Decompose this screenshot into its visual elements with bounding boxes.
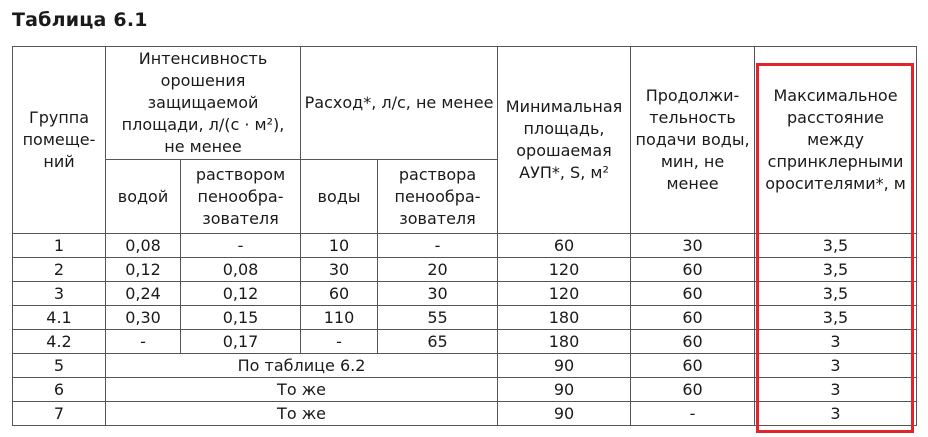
sprinkler-parameters-table (12, 46, 917, 426)
cell-foam-flow: 30 (378, 282, 498, 306)
cell-water-flow: 110 (301, 306, 378, 330)
cell-duration: 30 (631, 234, 755, 258)
cell-foam-flow: 55 (378, 306, 498, 330)
header-duration: Продолжи-тельность подачи воды, мин, не менее (631, 47, 755, 234)
cell-min-area: 60 (498, 234, 631, 258)
cell-group: 4.1 (13, 306, 106, 330)
cell-water-flow: 60 (301, 282, 378, 306)
header-max-distance: Максимальное расстояние между спринклерными оросителями*, м (755, 47, 917, 234)
cell-foam-intensity: 0,15 (181, 306, 301, 330)
cell-duration: - (631, 402, 755, 426)
table-row (13, 306, 917, 330)
cell-min-area: 120 (498, 282, 631, 306)
cell-foam-flow: 20 (378, 258, 498, 282)
table-row (13, 330, 917, 354)
subheader-foam-flow: раствора пенообра-зователя (378, 160, 498, 234)
cell-water-intensity: 0,24 (106, 282, 181, 306)
cell-duration: 60 (631, 330, 755, 354)
header-min-area: Минимальная площадь, орошаемая АУП*, S, м² (498, 47, 631, 234)
cell-duration: 60 (631, 378, 755, 402)
cell-min-area: 120 (498, 258, 631, 282)
header-flow: Расход*, л/с, не менее (301, 47, 498, 160)
cell-min-area: 90 (498, 354, 631, 378)
cell-group: 4.2 (13, 330, 106, 354)
cell-foam-intensity: 0,12 (181, 282, 301, 306)
cell-duration: 60 (631, 282, 755, 306)
table-row (13, 234, 917, 258)
cell-max-distance: 3,5 (755, 258, 917, 282)
cell-merged-note: По таблице 6.2 (106, 354, 498, 378)
subheader-water-intensity: водой (106, 160, 181, 234)
cell-duration: 60 (631, 306, 755, 330)
table-row (13, 282, 917, 306)
cell-min-area: 90 (498, 402, 631, 426)
cell-max-distance: 3 (755, 354, 917, 378)
header-intensity: Интенсивность орошения защищаемой площади, л/(с · м²), не менее (106, 47, 301, 160)
cell-foam-intensity: 0,17 (181, 330, 301, 354)
cell-merged-note: То же (106, 378, 498, 402)
table-row (13, 402, 917, 426)
cell-group: 3 (13, 282, 106, 306)
cell-water-flow: 10 (301, 234, 378, 258)
header-group: Группа помеще-ний (13, 47, 106, 234)
cell-group: 7 (13, 402, 106, 426)
table-title: Таблица 6.1 (12, 9, 148, 31)
cell-foam-intensity: 0,08 (181, 258, 301, 282)
cell-foam-flow: 65 (378, 330, 498, 354)
cell-duration: 60 (631, 354, 755, 378)
table-row (13, 258, 917, 282)
cell-min-area: 90 (498, 378, 631, 402)
cell-min-area: 180 (498, 330, 631, 354)
cell-water-intensity: 0,12 (106, 258, 181, 282)
subheader-foam-intensity: раствором пенообра-зователя (181, 160, 301, 234)
table-row (13, 378, 917, 402)
cell-water-flow: - (301, 330, 378, 354)
cell-water-flow: 30 (301, 258, 378, 282)
cell-foam-flow: - (378, 234, 498, 258)
cell-group: 2 (13, 258, 106, 282)
cell-group: 6 (13, 378, 106, 402)
cell-water-intensity: 0,08 (106, 234, 181, 258)
cell-max-distance: 3,5 (755, 234, 917, 258)
cell-duration: 60 (631, 258, 755, 282)
cell-group: 1 (13, 234, 106, 258)
cell-min-area: 180 (498, 306, 631, 330)
cell-max-distance: 3,5 (755, 306, 917, 330)
table-row (13, 354, 917, 378)
cell-merged-note: То же (106, 402, 498, 426)
subheader-water-flow: воды (301, 160, 378, 234)
cell-water-intensity: - (106, 330, 181, 354)
cell-max-distance: 3 (755, 402, 917, 426)
cell-max-distance: 3,5 (755, 282, 917, 306)
cell-max-distance: 3 (755, 330, 917, 354)
cell-group: 5 (13, 354, 106, 378)
cell-max-distance: 3 (755, 378, 917, 402)
cell-water-intensity: 0,30 (106, 306, 181, 330)
cell-foam-intensity: - (181, 234, 301, 258)
